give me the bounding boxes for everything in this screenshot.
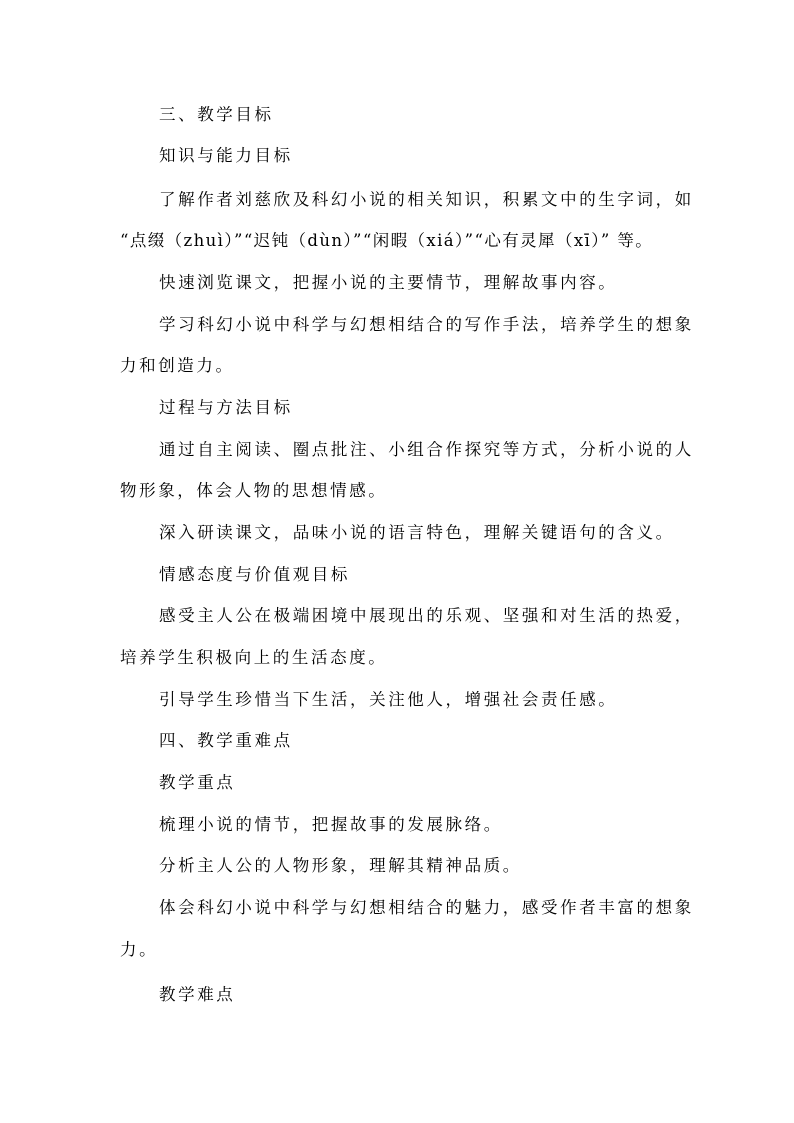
subheading-knowledge-ability: 知识与能力目标: [159, 146, 293, 165]
paragraph-line: 学习科幻小说中科学与幻想相结合的写作手法，培养学生的想象: [159, 315, 694, 334]
paragraph-line: 体会科幻小说中科学与幻想相结合的魅力，感受作者丰富的想象: [159, 898, 694, 917]
subheading-difficult-points: 教学难点: [159, 985, 236, 1004]
subheading-key-points: 教学重点: [159, 773, 236, 792]
paragraph-line: 了解作者刘慈欣及科幻小说的相关知识，积累文中的生字词，如: [159, 190, 694, 209]
paragraph-line: 通过自主阅读、圈点批注、小组合作探究等方式，分析小说的人: [159, 440, 694, 459]
paragraph-line: 深入研读课文，品味小说的语言特色，理解关键语句的含义。: [159, 523, 675, 542]
paragraph-line: 分析主人公的人物形象，理解其精神品质。: [159, 856, 522, 875]
paragraph-line: 物形象，体会人物的思想情感。: [120, 481, 388, 500]
paragraph-line: “点缀（zhuì）”“迟钝（dùn）”“闲暇（xiá）”“心有灵犀（xī）” 等。: [120, 231, 654, 250]
paragraph-line: 力和创造力。: [120, 356, 235, 375]
paragraph-line: 培养学生积极向上的生活态度。: [120, 648, 388, 667]
paragraph-line: 快速浏览课文，把握小说的主要情节，理解故事内容。: [159, 273, 618, 292]
subheading-process-method: 过程与方法目标: [159, 398, 293, 417]
section-heading-key-difficult-points: 四、教学重难点: [159, 731, 293, 750]
subheading-emotion-values: 情感态度与价值观目标: [159, 565, 350, 584]
paragraph-line: 引导学生珍惜当下生活，关注他人，增强社会责任感。: [159, 690, 618, 709]
paragraph-line: 感受主人公在极端困境中展现出的乐观、坚强和对生活的热爱，: [159, 606, 694, 625]
section-heading-teaching-goals: 三、教学目标: [159, 105, 274, 124]
paragraph-line: 梳理小说的情节，把握故事的发展脉络。: [159, 815, 503, 834]
paragraph-line: 力。: [120, 940, 159, 959]
